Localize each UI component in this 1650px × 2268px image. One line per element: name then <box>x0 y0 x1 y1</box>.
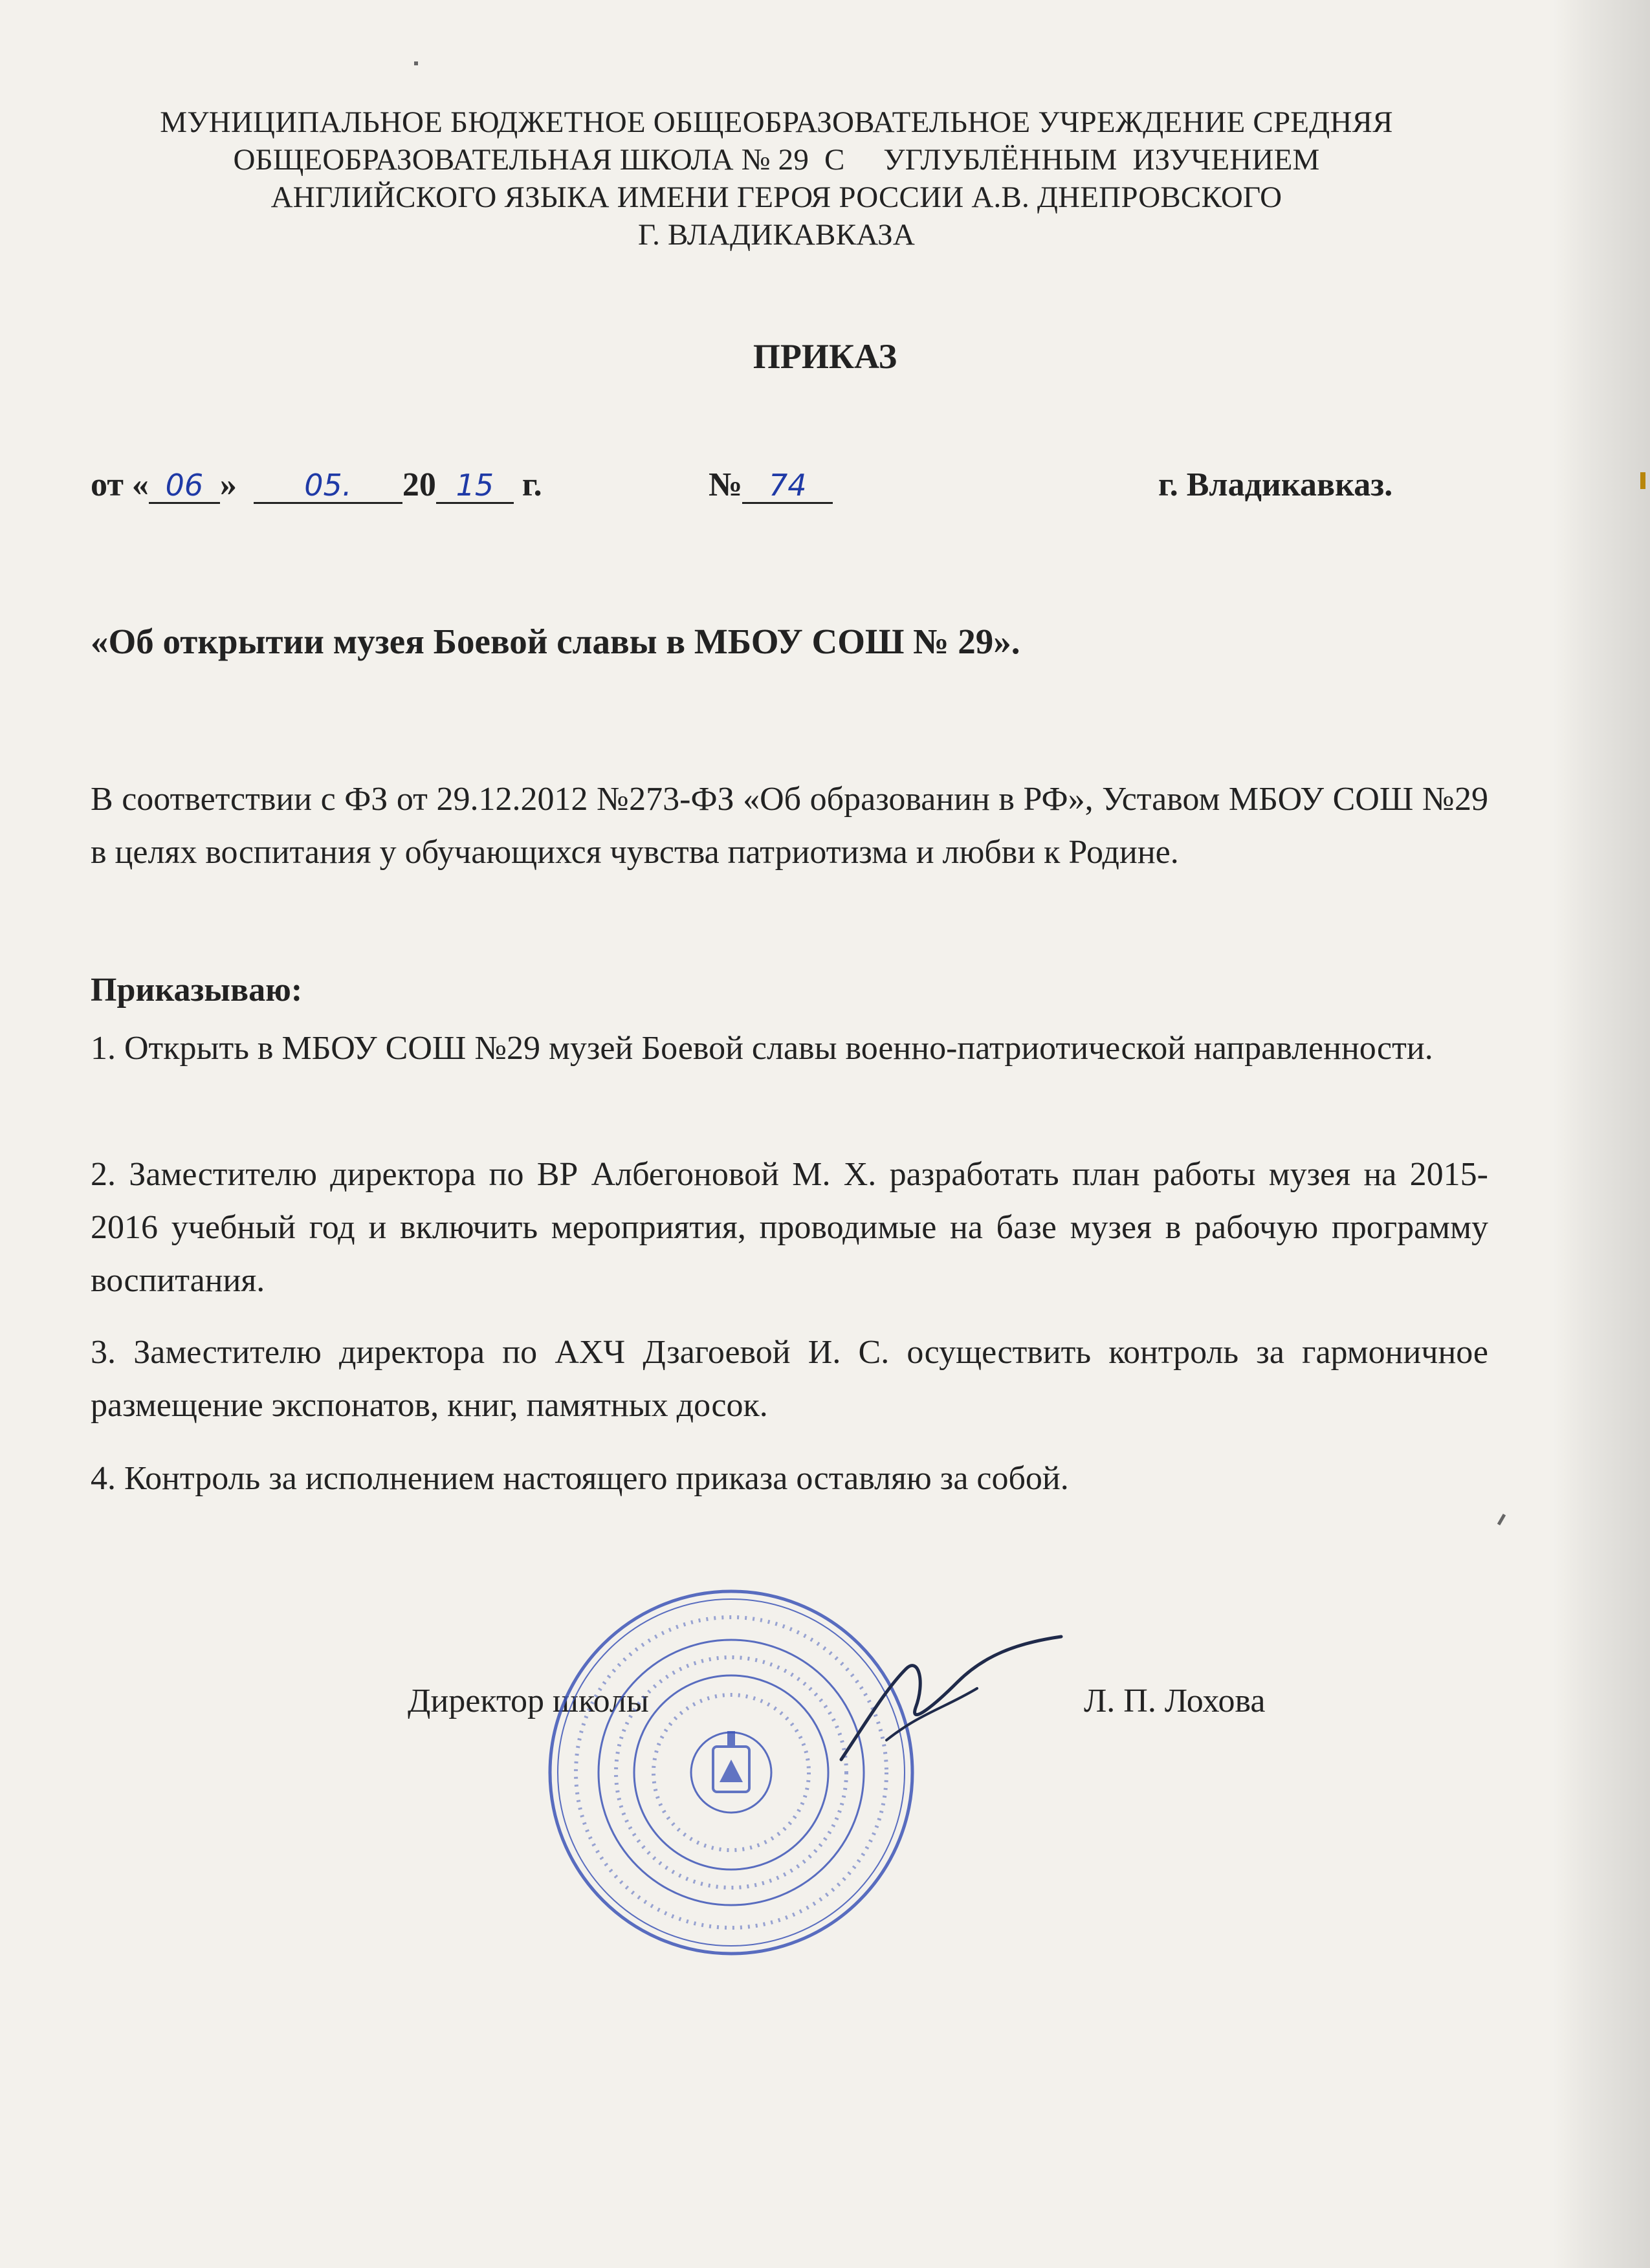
date-day: 06 <box>149 468 220 504</box>
order-item-2: 2. Заместителю директора по ВР Албегоновой М. Х. разработать план работы музея на 2015-2016 учебный год и включить мероприятия, проводимые на базе музея в рабочую программу воспитания. <box>91 1156 1488 1299</box>
institution-line: Г. ВЛАДИКАВКАЗА <box>638 218 915 252</box>
document-title: ПРИКАЗ <box>753 337 897 376</box>
order-number: 74 <box>742 468 833 504</box>
handwritten-signature-icon <box>828 1630 1074 1772</box>
order-heading: Приказываю: <box>91 972 303 1009</box>
scan-speck <box>414 61 418 65</box>
order-subject: «Об открытии музея Боевой славы в МБОУ СОШ № 29». <box>91 622 1020 661</box>
number-prefix: № <box>709 466 743 503</box>
signatory-position: Директор школы <box>408 1683 649 1719</box>
institution-header <box>78 104 1475 254</box>
order-item-4: 4. Контроль за исполнением настоящего приказа оставляю за собой. <box>91 1460 1069 1497</box>
date-prefix: от « <box>91 466 149 503</box>
date-field <box>91 466 542 504</box>
date-mid: » <box>219 466 237 503</box>
preamble-paragraph: В соответствии с ФЗ от 29.12.2012 №273-ФЗ «Об образованин в РФ», Уставом МБОУ СОШ №29 в целях воспитания у обучающихся чувства патриотизма и любви к Родине. <box>91 781 1488 871</box>
scan-speck <box>1497 1514 1506 1525</box>
institution-line: ОБЩЕОБРАЗОВАТЕЛЬНАЯ ШКОЛА № 29 С УГЛУБЛЁННЫМ ИЗУЧЕНИЕМ <box>233 143 1320 177</box>
order-number-field <box>709 466 833 504</box>
order-item-3: 3. Заместителю директора по АХЧ Дзагоевой И. С. осуществить контроль за гармоничное размещение экспонатов, книг, памятных досок. <box>91 1334 1488 1424</box>
city: г. Владикавказ. <box>1158 466 1393 503</box>
date-year-suffix: 15 <box>436 468 514 504</box>
date-year-prefix: 20 <box>402 466 436 503</box>
signatory-name: Л. П. Лохова <box>1084 1683 1266 1719</box>
date-year-end: г. <box>522 466 542 503</box>
institution-line: МУНИЦИПАЛЬНОЕ БЮДЖЕТНОЕ ОБЩЕОБРАЗОВАТЕЛЬНОЕ УЧРЕЖДЕНИЕ СРЕДНЯЯ <box>160 105 1393 139</box>
order-item-1: 1. Открыть в МБОУ СОШ №29 музей Боевой славы военно-патриотической направленности. <box>91 1030 1433 1067</box>
date-month: 05. <box>254 468 402 504</box>
scan-speck <box>1640 472 1645 489</box>
institution-line: АНГЛИЙСКОГО ЯЗЫКА ИМЕНИ ГЕРОЯ РОССИИ А.В. ДНЕПРОВСКОГО <box>270 180 1282 214</box>
